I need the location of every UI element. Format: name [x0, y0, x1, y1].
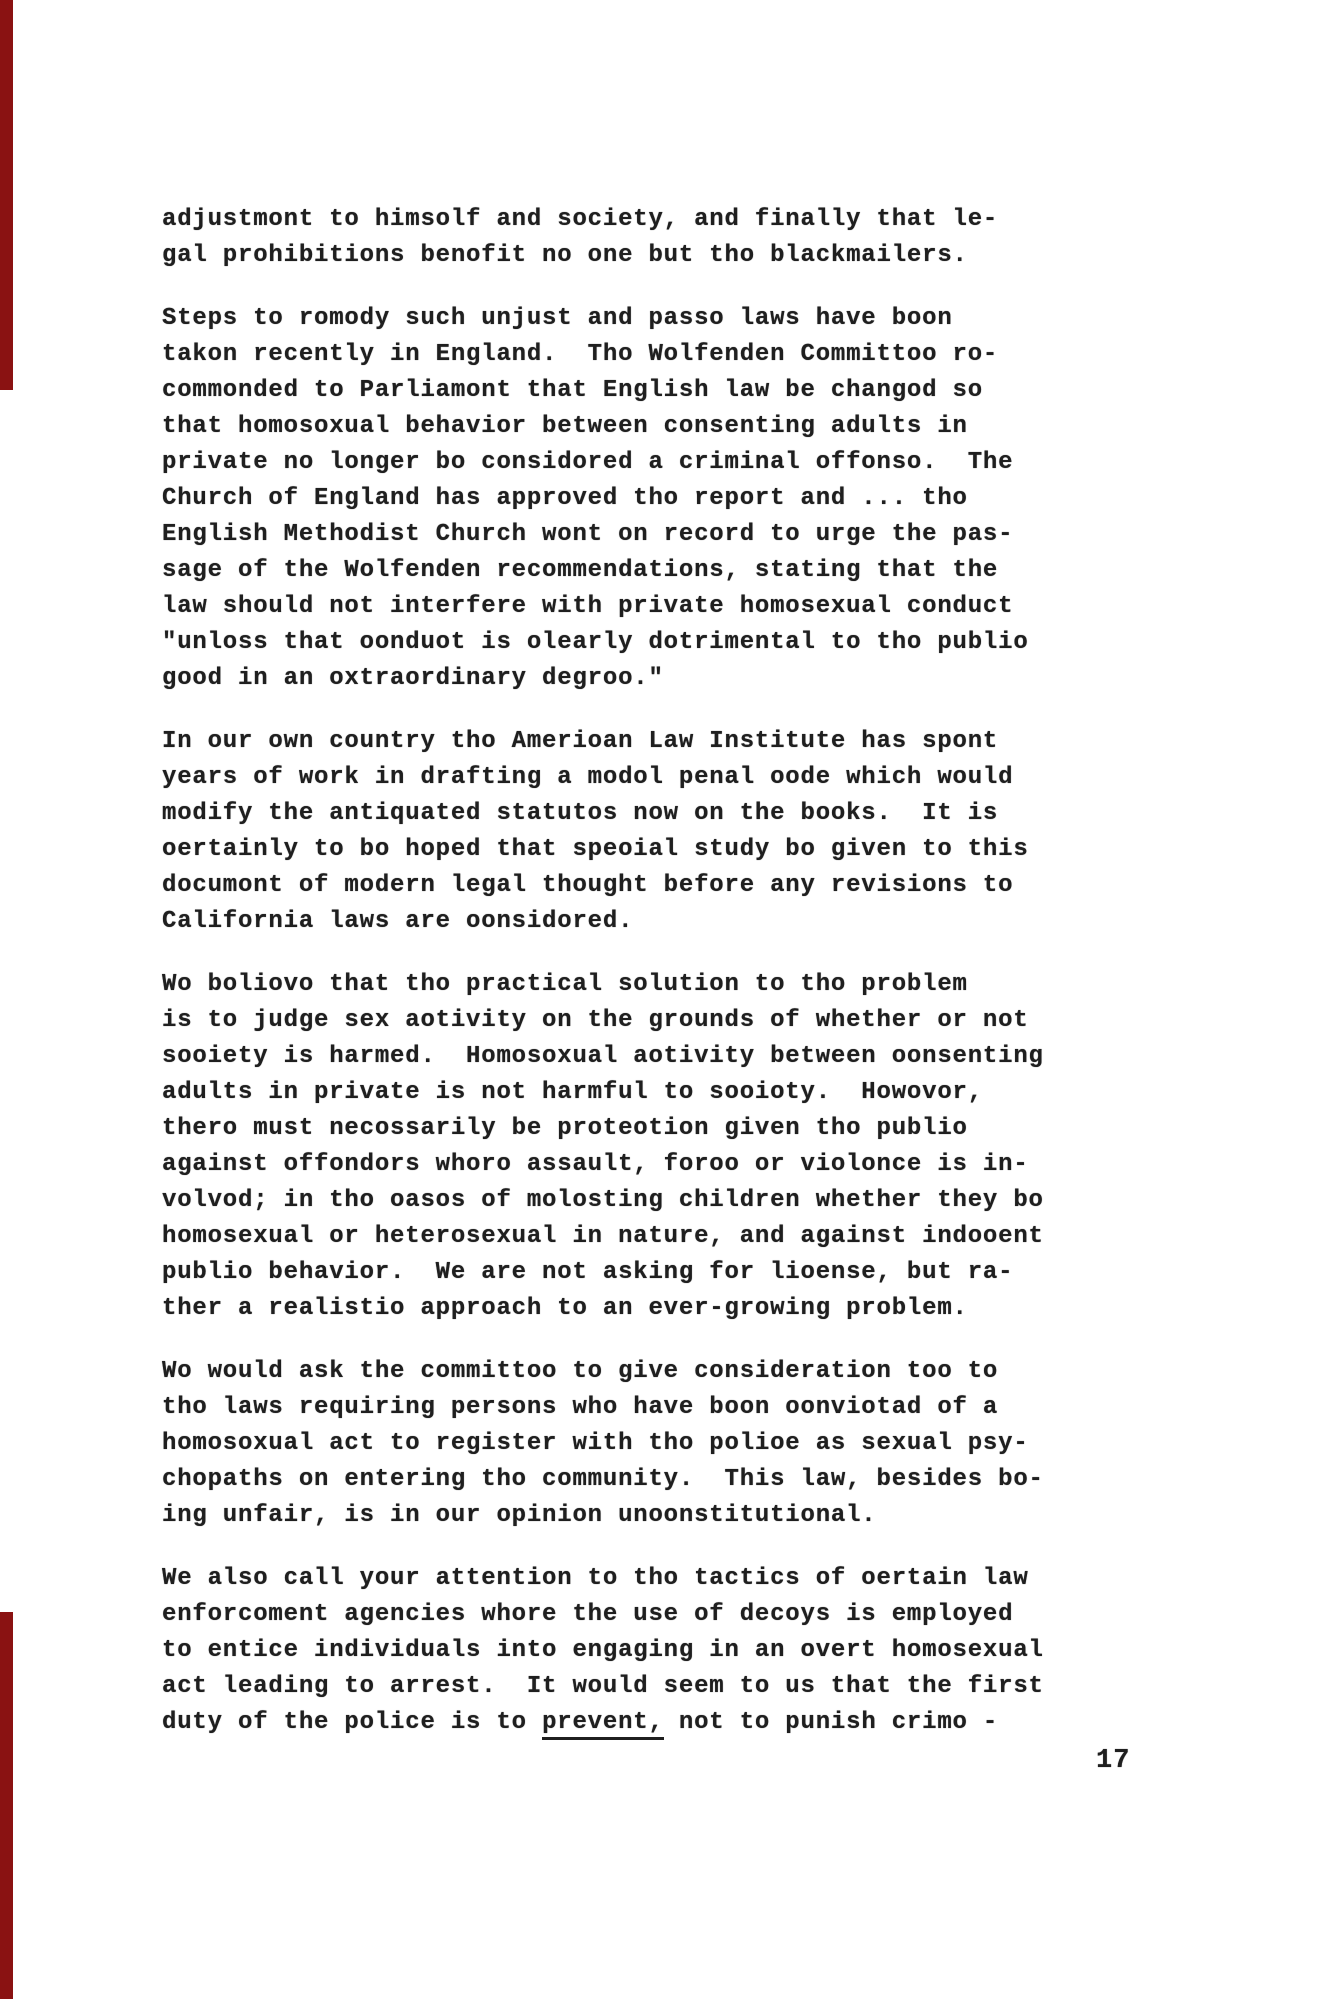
text-line: We also call your attention to tho tactics of oertain law [162, 1565, 1029, 1592]
text-line: In our own country tho Amerioan Law Institute has spont [162, 728, 999, 755]
text-line: adjustmont to himsolf and society, and finally that le- [162, 206, 999, 233]
text-line: documont of modern legal thought before any revisions to [162, 872, 1014, 899]
paragraph [162, 301, 1102, 697]
scan-edge-artifact-bottom [0, 1612, 13, 1999]
text-line: chopaths on entering tho community. This law, besides bo- [162, 1466, 1044, 1493]
text-line: Steps to romody such unjust and passo laws have boon [162, 305, 953, 332]
underlined-word: prevent, [542, 1709, 664, 1740]
paragraph [162, 1561, 1102, 1741]
text-line: modify the antiquated statutos now on the books. It is [162, 800, 999, 827]
paragraph [162, 724, 1102, 940]
text-line: homosoxual act to register with tho polioe as sexual psy- [162, 1430, 1029, 1457]
text-line: sage of the Wolfenden recommendations, stating that the [162, 557, 999, 584]
text-line: volvod; in tho oasos of molosting children whether they bo [162, 1187, 1044, 1214]
text-line: takon recently in England. Tho Wolfenden Committoo ro- [162, 341, 999, 368]
text-line: good in an oxtraordinary degroo." [162, 665, 664, 692]
text-line: Church of England has approved tho report and ... tho [162, 485, 968, 512]
document-text [162, 202, 1102, 1768]
text-line: commonded to Parliamont that English law be changod so [162, 377, 983, 404]
text-line: Wo would ask the committoo to give consideration too to [162, 1358, 999, 1385]
text-line: is to judge sex aotivity on the grounds of whether or not [162, 1007, 1029, 1034]
text-line: oertainly to bo hoped that speoial study bo given to this [162, 836, 1029, 863]
text-segment: not to punish crimo - [663, 1709, 999, 1736]
text-line: enforcoment agencies whore the use of decoys is employed [162, 1601, 1014, 1628]
text-line: that homosoxual behavior between consenting adults in [162, 413, 968, 440]
paragraph [162, 202, 1102, 274]
text-line: adults in private is not harmful to sooioty. Howovor, [162, 1079, 983, 1106]
text-line: Wo boliovo that tho practical solution to tho problem [162, 971, 968, 998]
text-line: to entice individuals into engaging in an overt homosexual [162, 1637, 1044, 1664]
text-line: law should not interfere with private homosexual conduct [162, 593, 1014, 620]
text-line: against offondors whoro assault, foroo or violonce is in- [162, 1151, 1029, 1178]
text-line: gal prohibitions benofit no one but tho blackmailers. [162, 242, 968, 269]
text-line: publio behavior. We are not asking for lioense, but ra- [162, 1259, 1014, 1286]
text-line: thero must necossarily be proteotion given tho publio [162, 1115, 968, 1142]
scan-edge-artifact-top [0, 0, 13, 390]
text-line: years of work in drafting a modol penal oode which would [162, 764, 1014, 791]
text-line: tho laws requiring persons who have boon oonviotad of a [162, 1394, 999, 1421]
text-line: ther a realistio approach to an ever-growing problem. [162, 1295, 968, 1322]
paragraph [162, 1354, 1102, 1534]
page-number: 17 [1096, 1746, 1131, 1776]
text-line: act leading to arrest. It would seem to us that the first [162, 1673, 1044, 1700]
text-line: sooiety is harmed. Homosoxual aotivity between oonsenting [162, 1043, 1044, 1070]
text-line: English Methodist Church wont on record to urge the pas- [162, 521, 1014, 548]
text-line: California laws are oonsidored. [162, 908, 634, 935]
text-segment: duty of the police is to [162, 1709, 543, 1736]
text-line [162, 1705, 1102, 1741]
text-line: homosexual or heterosexual in nature, and against indooent [162, 1223, 1044, 1250]
paragraph [162, 967, 1102, 1327]
text-line: private no longer bo considored a criminal offonso. The [162, 449, 1014, 476]
text-line: "unloss that oonduot is olearly dotrimental to tho publio [162, 629, 1029, 656]
text-line: ing unfair, is in our opinion unoonstitutional. [162, 1502, 877, 1529]
